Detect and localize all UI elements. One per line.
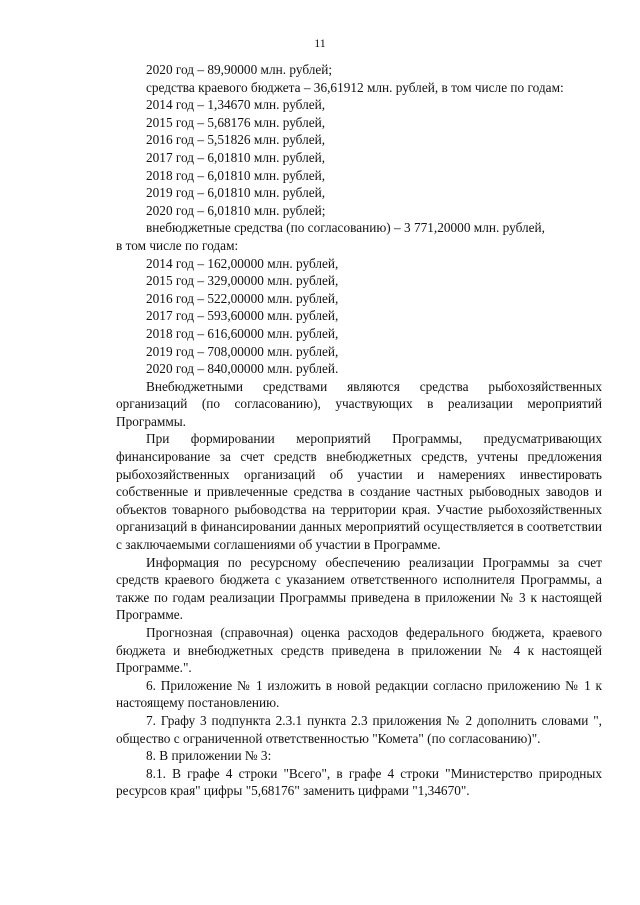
paragraph: Информация по ресурсному обеспечению реализации Программы за счет средств краевого бюджета с указанием ответственного исполнителя Программы, а также по годам реализации Программы приведена в приложении № 3 к настоящей Программе. [116, 554, 602, 623]
text-line: 2014 год – 1,34670 млн. рублей, [146, 97, 326, 113]
text-line: 2016 год – 522,00000 млн. рублей, [146, 290, 339, 306]
text-line: 2020 год – 6,01810 млн. рублей; [146, 202, 326, 218]
text-line: 2015 год – 329,00000 млн. рублей, [146, 273, 339, 289]
text-line: 2019 год – 6,01810 млн. рублей, [146, 185, 326, 201]
text-line: 2015 год – 5,68176 млн. рублей, [146, 114, 326, 130]
paragraph: 6. Приложение № 1 изложить в новой редакции согласно приложению № 1 к настоящему постановлению. [116, 677, 602, 711]
text-line: в том числе по годам: [116, 237, 239, 253]
text-line: средства краевого бюджета – 36,61912 млн. рублей, в том числе по годам: [146, 79, 564, 95]
paragraph: Внебюджетными средствами являются средства рыбохозяйственных организаций (по согласованию), участвующих в реализации мероприятий Программы. [116, 378, 602, 429]
text-line: 2014 год – 162,00000 млн. рублей, [146, 255, 339, 271]
text-line: 2017 год – 593,60000 млн. рублей, [146, 308, 339, 324]
page-number: 11 [314, 36, 326, 50]
text-line: 2020 год – 840,00000 млн. рублей. [146, 361, 339, 377]
text-line: внебюджетные средства (по согласованию) – 3 771,20000 млн. рублей, [146, 220, 545, 236]
paragraph: При формировании мероприятий Программы, предусматривающих финансирование за счет средств внебюджетных средств, учтены предложения рыбохозяйственных организаций об участии и намерениях инвестировать собственные и привлеченные средства в создание частных рыбоводных заводов и объектов товарного рыбоводства на территории края. Участие рыбохозяйственных организаций в финансировании данных мероприятий осуществляется в соответствии с заключаемыми соглашениями об участии в Программе. [116, 431, 602, 553]
document-body [116, 61, 602, 800]
text-line: 2017 год – 6,01810 млн. рублей, [146, 149, 326, 165]
text-line: 2018 год – 616,60000 млн. рублей, [146, 325, 339, 341]
text-line: 2018 год – 6,01810 млн. рублей, [146, 167, 326, 183]
text-line: 2019 год – 708,00000 млн. рублей, [146, 343, 339, 359]
text-line: 2020 год – 89,90000 млн. рублей; [146, 62, 333, 77]
text-line: 2016 год – 5,51826 млн. рублей, [146, 132, 326, 148]
paragraph: Прогнозная (справочная) оценка расходов федерального бюджета, краевого бюджета и внебюджетных средств приведена в приложении № 4 к настоящей Программе.". [116, 625, 602, 676]
paragraph: 8. В приложении № 3: [146, 748, 272, 764]
paragraph: 7. Графу 3 подпункта 2.3.1 пункта 2.3 приложения № 2 дополнить словами ", общество с ограниченной ответственностью "Комета" (по согласованию)". [116, 712, 602, 746]
paragraph: 8.1. В графе 4 строки "Всего", в графе 4 строки "Министерство природных ресурсов края" цифры "5,68176" заменить цифрами "1,34670". [116, 765, 602, 799]
